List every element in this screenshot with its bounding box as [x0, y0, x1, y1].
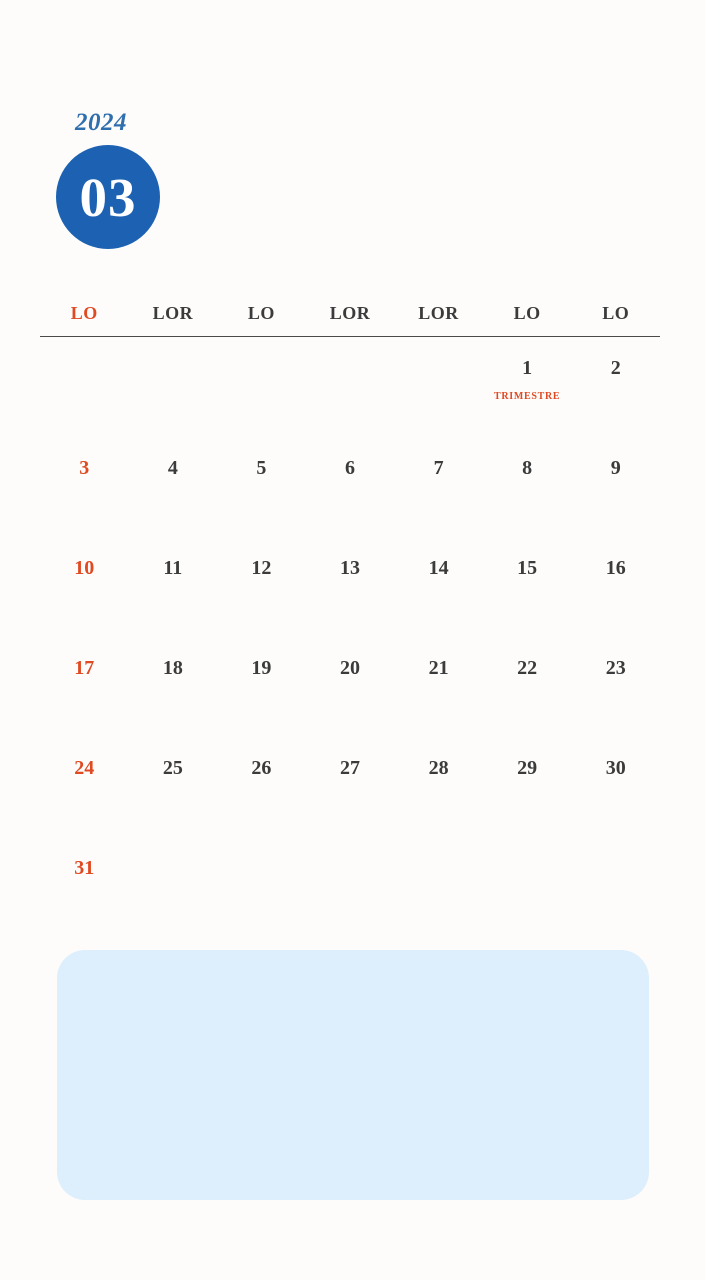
- day-number: 20: [339, 657, 360, 679]
- day-number: 11: [163, 557, 183, 579]
- day-cell-empty: [394, 337, 483, 437]
- day-cell[interactable]: [306, 537, 395, 637]
- day-cell[interactable]: [571, 337, 660, 437]
- day-number: 29: [517, 757, 538, 779]
- weekday-label: LO: [602, 303, 630, 323]
- day-cell[interactable]: [40, 437, 129, 537]
- day-cell[interactable]: [394, 437, 483, 537]
- day-cell[interactable]: [483, 637, 572, 737]
- month-badge: [56, 145, 160, 249]
- day-number: 2: [610, 357, 621, 379]
- day-number: 26: [251, 757, 272, 779]
- day-number: 30: [605, 757, 626, 779]
- day-number: 10: [74, 557, 95, 579]
- day-cell[interactable]: [40, 537, 129, 637]
- day-cell-empty: [483, 837, 572, 937]
- day-cell[interactable]: [571, 537, 660, 637]
- day-number: 7: [433, 457, 444, 479]
- day-number: 8: [522, 457, 533, 479]
- day-cell[interactable]: [306, 737, 395, 837]
- day-cell[interactable]: [571, 737, 660, 837]
- day-cell[interactable]: [394, 737, 483, 837]
- calendar-week-row: [40, 437, 660, 537]
- day-number: 28: [428, 757, 449, 779]
- day-cell[interactable]: [483, 537, 572, 637]
- day-cell[interactable]: [40, 637, 129, 737]
- year-label: 2024: [75, 109, 127, 136]
- day-cell[interactable]: [129, 437, 218, 537]
- day-cell-empty: [217, 837, 306, 937]
- day-cell-empty: [306, 837, 395, 937]
- day-number: 1: [522, 357, 533, 379]
- day-cell-empty: [571, 837, 660, 937]
- day-cell-empty: [129, 337, 218, 437]
- calendar-week-row: [40, 337, 660, 437]
- day-cell[interactable]: [394, 637, 483, 737]
- calendar-week-row: [40, 837, 660, 937]
- day-number: 16: [605, 557, 626, 579]
- day-note-label: TRIMESTRE: [493, 391, 561, 402]
- day-number: 31: [74, 857, 95, 879]
- day-cell-empty: [394, 837, 483, 937]
- day-number: 22: [517, 657, 538, 679]
- day-cell[interactable]: [483, 737, 572, 837]
- day-number: 25: [162, 757, 183, 779]
- day-cell[interactable]: [483, 337, 572, 437]
- day-number: 13: [339, 557, 360, 579]
- day-number: 18: [162, 657, 183, 679]
- day-number: 24: [74, 757, 95, 779]
- day-number: 6: [344, 457, 355, 479]
- day-cell[interactable]: [40, 837, 129, 937]
- weekday-label: LOR: [152, 303, 194, 323]
- day-number: 12: [251, 557, 272, 579]
- weekday-label: LO: [247, 303, 275, 323]
- day-cell[interactable]: [217, 637, 306, 737]
- calendar-grid: [40, 303, 660, 937]
- day-cell[interactable]: [306, 437, 395, 537]
- day-cell-empty: [217, 337, 306, 437]
- calendar-week-row: [40, 537, 660, 637]
- day-cell-empty: [129, 837, 218, 937]
- day-number: 23: [605, 657, 626, 679]
- day-cell[interactable]: [129, 637, 218, 737]
- weekday-label: LO: [513, 303, 541, 323]
- day-cell[interactable]: [129, 537, 218, 637]
- day-number: 9: [610, 457, 621, 479]
- day-cell[interactable]: [394, 537, 483, 637]
- calendar-header: [40, 110, 660, 249]
- day-number: 15: [517, 557, 538, 579]
- day-number: 17: [74, 657, 95, 679]
- day-cell-empty: [306, 337, 395, 437]
- day-number: 5: [256, 457, 267, 479]
- calendar-week-row: [40, 637, 660, 737]
- day-number: 27: [339, 757, 360, 779]
- day-number: 4: [167, 457, 178, 479]
- calendar-week-row: [40, 737, 660, 837]
- weekday-header-row: [40, 303, 660, 337]
- day-cell[interactable]: [571, 637, 660, 737]
- day-number: 3: [79, 457, 90, 479]
- day-number: 14: [428, 557, 449, 579]
- day-cell-empty: [40, 337, 129, 437]
- notes-panel[interactable]: [57, 950, 649, 1200]
- day-cell[interactable]: [217, 737, 306, 837]
- day-cell[interactable]: [217, 537, 306, 637]
- day-cell[interactable]: [217, 437, 306, 537]
- day-number: 19: [251, 657, 272, 679]
- day-cell[interactable]: [40, 737, 129, 837]
- month-number-label: 03: [79, 166, 137, 228]
- day-cell[interactable]: [129, 737, 218, 837]
- day-number: 21: [428, 657, 449, 679]
- weekday-label: LO: [70, 303, 98, 323]
- weekday-label: LOR: [329, 303, 371, 323]
- calendar-weeks: [40, 337, 660, 937]
- weekday-label: LOR: [418, 303, 459, 323]
- day-cell[interactable]: [571, 437, 660, 537]
- day-cell[interactable]: [483, 437, 572, 537]
- day-cell[interactable]: [306, 637, 395, 737]
